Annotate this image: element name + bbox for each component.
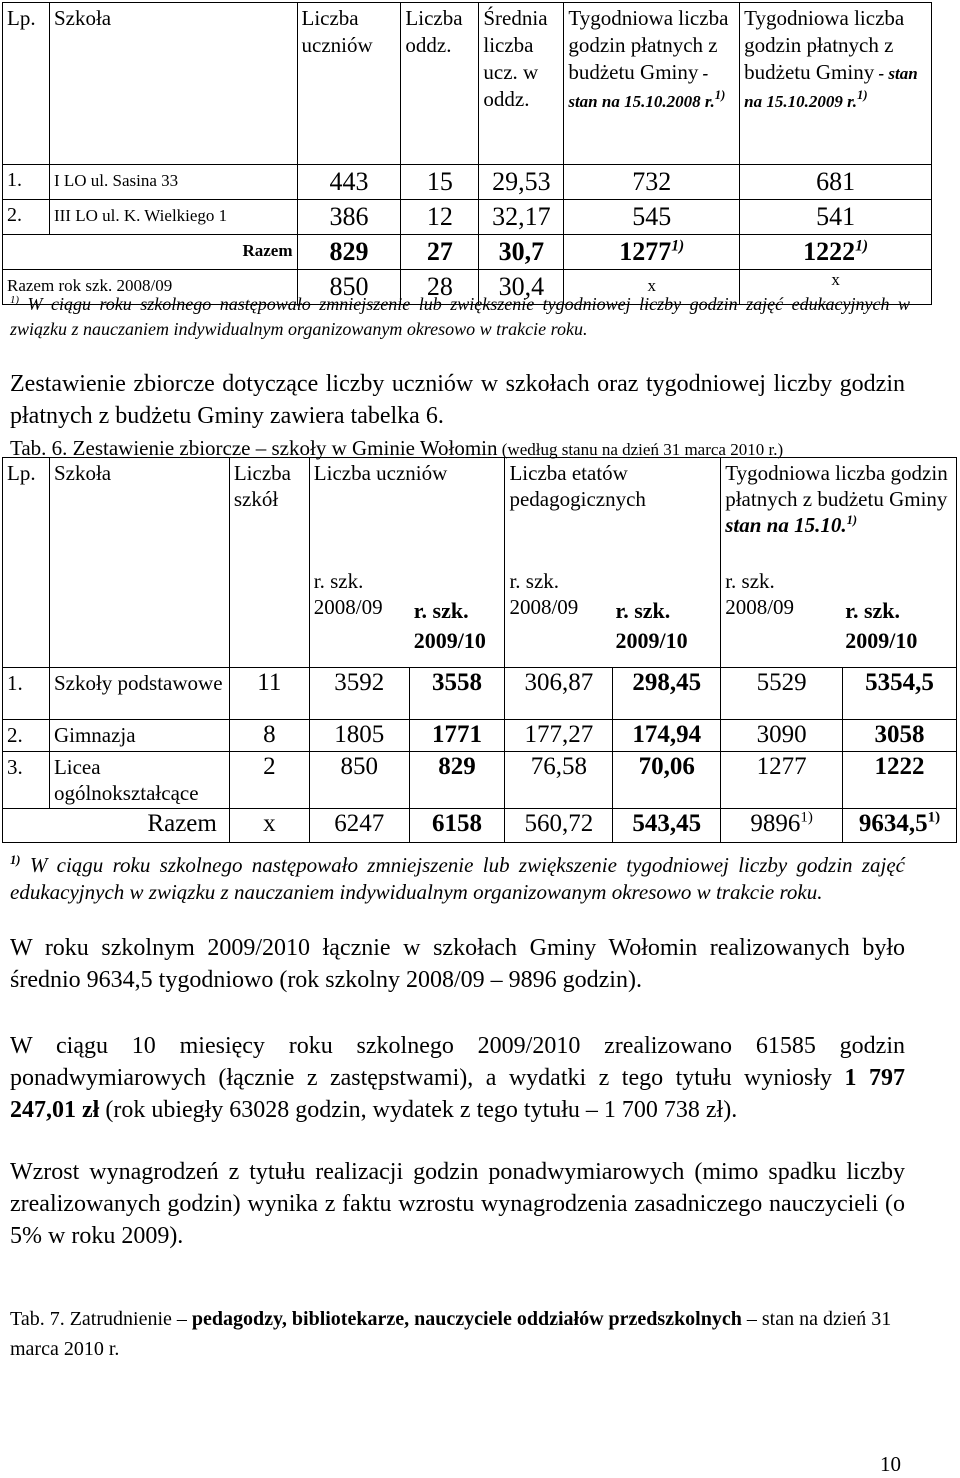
hours-2009-cell: 1222 bbox=[843, 752, 957, 809]
students-2008-total: 6247 bbox=[309, 809, 409, 843]
table-header-row bbox=[3, 3, 932, 165]
table-row bbox=[3, 720, 957, 752]
average-cell: 32,17 bbox=[479, 200, 564, 235]
hours-2008-cell: 1277 bbox=[721, 752, 843, 809]
staff-2008-cell: 306,87 bbox=[505, 668, 613, 720]
col-hours-2008-header: Tygodniowa liczba godzin płatnych z budżetu Gminy - stan na 15.10.2008 r.$^{1)}$ bbox=[564, 3, 740, 165]
col-classes-header: Liczba oddz. bbox=[401, 3, 479, 165]
classes-prev-total: 28 bbox=[401, 270, 479, 305]
staff-2008-cell: 76,58 bbox=[505, 752, 613, 809]
footnote-table1: $^{1)}$ W ciągu roku szkolnego następowało zmniejszenie lub zwiększenie tygodniowej liczby godzin zajęć edukacyjnych w związku z nauczaniem indywidualnym organizowanym okresowo w trakcie roku. bbox=[10, 294, 911, 339]
total-row bbox=[3, 809, 957, 843]
staff-2009-cell: 174,94 bbox=[613, 720, 721, 752]
students-total: 829 bbox=[297, 235, 401, 270]
table-row bbox=[3, 752, 957, 809]
average-prev-total: 30,4 bbox=[479, 270, 564, 305]
col-schools-count-header: Liczba szkół bbox=[229, 458, 309, 668]
lp-cell: 1. bbox=[3, 165, 50, 200]
summary-table bbox=[2, 457, 957, 843]
col-lp-header: Lp. bbox=[3, 3, 50, 165]
total-prev-label: Razem rok szk. 2008/09 bbox=[3, 270, 298, 305]
hours-2008-cell: 5529 bbox=[721, 668, 843, 720]
average-cell: 29,53 bbox=[479, 165, 564, 200]
students-2009-cell: 1771 bbox=[409, 720, 505, 752]
hours-2009-cell: 541 bbox=[740, 200, 932, 235]
school-name: I LO ul. Sasina 33 bbox=[49, 165, 297, 200]
paragraph-overtime: W ciągu 10 miesięcy roku szkolnego 2009/2010 zrealizowano 61585 godzin ponadwymiarowych (łącznie z zastępstwami), a wydatki z tego tytułu wyniosły 1 797 247,01 zł (rok ubiegły 63028 godzin, wydatek z tego tytułu – 1 700 738 zł). bbox=[10, 1033, 906, 1123]
hours-2008-total: 1277$^{1)}$ bbox=[564, 235, 740, 270]
staff-2009-subheader: r. szk. 2009/10 bbox=[615, 598, 688, 653]
paragraph-salary-growth: Wzrost wynagrodzeń z tytułu realizacji godzin ponadwymiarowych (mimo spadku liczby zrealizowanych godzin) wynika z faktu wzrostu wynagrodzenia zasadniczego nauczycieli (o 5% w roku 2009). bbox=[10, 1159, 905, 1249]
schools-count-cell: 2 bbox=[229, 752, 309, 809]
tab7-caption: Tab. 7. Zatrudnienie – pedagodzy, bibliotekarze, nauczyciele oddziałów przedszkolnych – stan na dzień 31 marca 2010 r. bbox=[10, 1308, 892, 1360]
students-2009-subheader: r. szk. 2009/10 bbox=[413, 598, 486, 653]
staff-2008-total: 560,72 bbox=[505, 809, 613, 843]
staff-2008-cell: 177,27 bbox=[505, 720, 613, 752]
lp-cell: 3. bbox=[3, 752, 50, 809]
hours-2008-cell: 732 bbox=[564, 165, 740, 200]
total-label: Razem bbox=[3, 809, 230, 843]
classes-cell: 15 bbox=[401, 165, 479, 200]
school-name: Gimnazja bbox=[49, 720, 229, 752]
col-average-header: Średnia liczba ucz. w oddz. bbox=[479, 3, 564, 165]
hours-2009-cell: 3058 bbox=[843, 720, 957, 752]
schools-count-total: x bbox=[229, 809, 309, 843]
schools-count-cell: 11 bbox=[229, 668, 309, 720]
col-school-header: Szkoła bbox=[49, 458, 229, 668]
hours-2009-cell: 5354,5 bbox=[843, 668, 957, 720]
hours-2008-cell: 545 bbox=[564, 200, 740, 235]
students-cell: 386 bbox=[297, 200, 401, 235]
hours-2009-prev: x bbox=[740, 270, 932, 305]
page-number: 10 bbox=[880, 1452, 901, 1476]
hours-2008-cell: 3090 bbox=[721, 720, 843, 752]
hours-2009-total: 9634,5$^{1)}$ bbox=[843, 809, 957, 843]
school-name: Szkoły podstawowe bbox=[49, 668, 229, 720]
paragraph-weekly-hours: W roku szkolnym 2009/2010 łącznie w szkołach Gminy Wołomin realizowanych było średnio 9634,5 tygodniowo (rok szkolny 2008/09 – 9896 godzin). bbox=[10, 935, 905, 993]
average-total: 30,7 bbox=[479, 235, 564, 270]
lp-cell: 1. bbox=[3, 668, 50, 720]
tab6-caption: Tab. 6. Zestawienie zbiorcze – szkoły w Gminie Wołomin (według stanu na dzień 31 marca 2010 r.) bbox=[10, 436, 784, 460]
col-students-header: Liczba uczniów r. szk. 2008/09 r. szk. 2009/10 bbox=[309, 458, 505, 668]
lp-cell: 2. bbox=[3, 720, 50, 752]
col-hours-header: Tygodniowa liczba godzin płatnych z budżetu Gminy stan na 15.10.$^{1)}$ r. szk. 2008/09 r. szk. 2009/10 bbox=[721, 458, 957, 668]
hours-2008-subheader: r. szk. 2008/09 bbox=[725, 569, 795, 619]
students-2009-total: 6158 bbox=[409, 809, 505, 843]
students-2009-cell: 3558 bbox=[409, 668, 505, 720]
hours-2008-prev: x bbox=[564, 270, 740, 305]
table-row bbox=[3, 165, 932, 200]
footnote-table2: $^{1)}$ W ciągu roku szkolnego następowało zmniejszenie lub zwiększenie tygodniowej liczby godzin zajęć edukacyjnych w związku z nauczaniem indywidualnym organizowanym okresowo w trakcie roku. bbox=[10, 853, 905, 904]
schools-count-cell: 8 bbox=[229, 720, 309, 752]
col-hours-2009-header: Tygodniowa liczba godzin płatnych z budżetu Gminy - stan na 15.10.2009 r.$^{1)}$ bbox=[740, 3, 932, 165]
staff-2009-total: 543,45 bbox=[613, 809, 721, 843]
col-lp-header: Lp. bbox=[3, 458, 50, 668]
lp-cell: 2. bbox=[3, 200, 50, 235]
students-2008-cell: 3592 bbox=[309, 668, 409, 720]
staff-2009-cell: 298,45 bbox=[613, 668, 721, 720]
hours-2008-total: 9896$^{1)}$ bbox=[721, 809, 843, 843]
classes-cell: 12 bbox=[401, 200, 479, 235]
school-name: Licea ogólnokształcące bbox=[49, 752, 229, 809]
classes-total: 27 bbox=[401, 235, 479, 270]
hours-2009-total: 1222$^{1)}$ bbox=[740, 235, 932, 270]
students-2008-cell: 1805 bbox=[309, 720, 409, 752]
col-staff-header: Liczba etatów pedagogicznych r. szk. 2008/09 r. szk. 2009/10 bbox=[505, 458, 721, 668]
students-2008-subheader: r. szk. 2008/09 bbox=[313, 569, 383, 619]
col-students-header: Liczba uczniów bbox=[297, 3, 401, 165]
total-row bbox=[3, 235, 932, 270]
table-row bbox=[3, 200, 932, 235]
students-2008-cell: 850 bbox=[309, 752, 409, 809]
school-name: III LO ul. K. Wielkiego 1 bbox=[49, 200, 297, 235]
intro-paragraph: Zestawienie zbiorcze dotyczące liczby uczniów w szkołach oraz tygodniowej liczby godzin płatnych z budżetu Gminy zawiera tabelka 6. bbox=[10, 371, 905, 429]
table-row bbox=[3, 668, 957, 720]
hours-2009-cell: 681 bbox=[740, 165, 932, 200]
staff-2009-cell: 70,06 bbox=[613, 752, 721, 809]
schools-table-lo bbox=[2, 2, 932, 305]
col-school-header: Szkoła bbox=[49, 3, 297, 165]
table-header-row bbox=[3, 458, 957, 668]
staff-2008-subheader: r. szk. 2008/09 bbox=[509, 569, 579, 619]
students-2009-cell: 829 bbox=[409, 752, 505, 809]
total-label: Razem bbox=[3, 235, 298, 270]
students-prev-total: 850 bbox=[297, 270, 401, 305]
students-cell: 443 bbox=[297, 165, 401, 200]
hours-2009-subheader: r. szk. 2009/10 bbox=[845, 598, 918, 653]
